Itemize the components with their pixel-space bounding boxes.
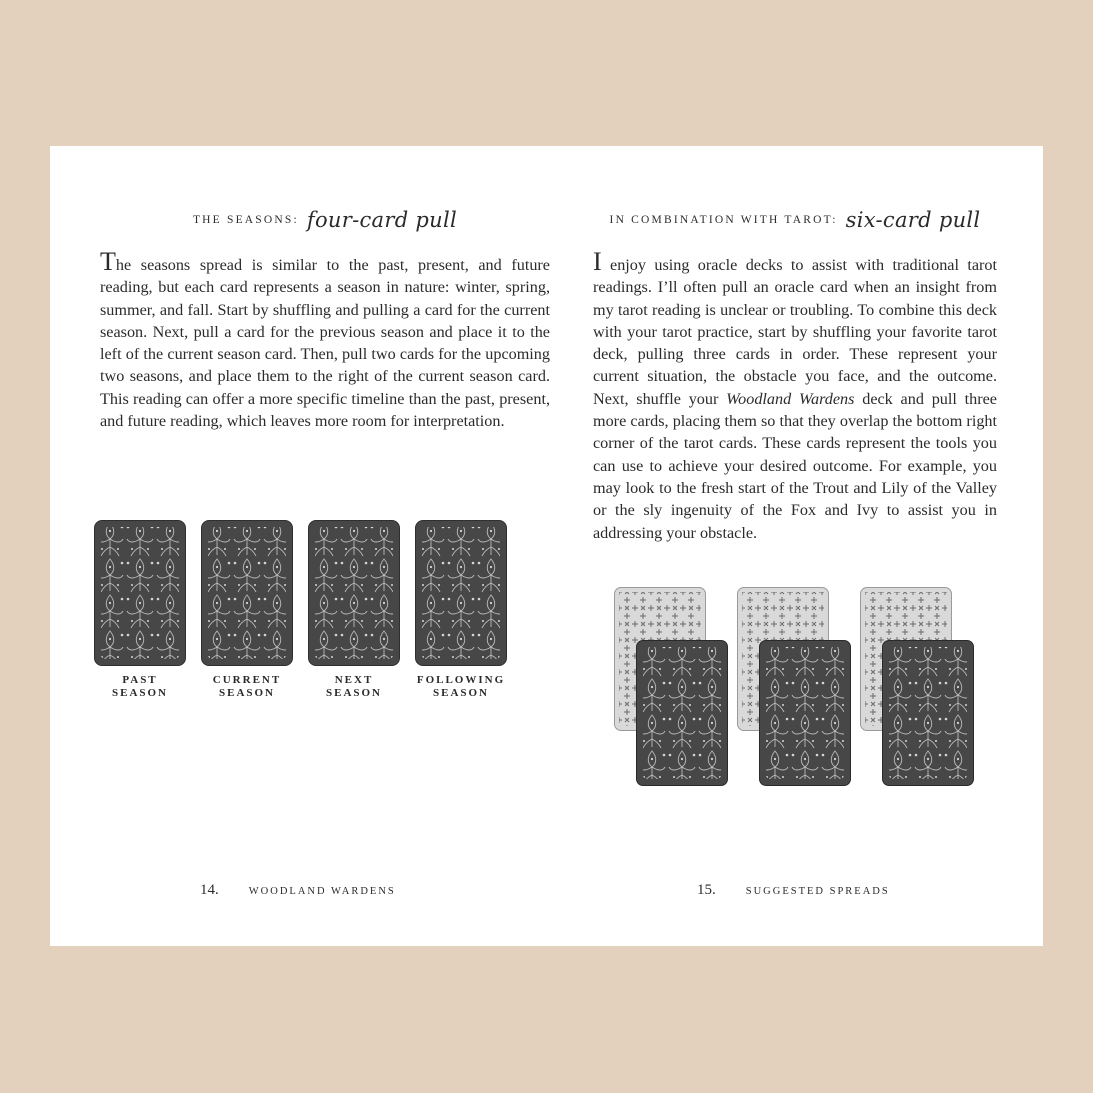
left-heading-script: four-card pull bbox=[306, 208, 458, 232]
card-label-line2: SEASON bbox=[432, 686, 490, 699]
right-page bbox=[593, 146, 997, 946]
oracle-card-back bbox=[636, 640, 728, 786]
card-past-season bbox=[94, 520, 186, 699]
right-body-part1: enjoy using oracle decks to assist with traditional tarot readings. I’ll often pull an oracle card when an insight from my tarot reading is unclear or troubling. To combine this deck with your tarot practice, start by shuffling your favorite tarot deck, pulling three cards in order. These represent your current situation, the obstacle you face, and the outcome. Next, shuffle your bbox=[593, 256, 997, 408]
page-number-left: 14. bbox=[200, 882, 219, 898]
oracle-card-back bbox=[201, 520, 293, 666]
right-heading-caps: IN COMBINATION WITH TAROT: bbox=[609, 214, 838, 226]
six-card-spread bbox=[614, 587, 994, 787]
book-spread bbox=[50, 146, 1043, 946]
left-body-text bbox=[100, 247, 550, 432]
card-label-line2: SEASON bbox=[111, 686, 169, 699]
card-label bbox=[308, 674, 400, 699]
card-label bbox=[201, 674, 293, 699]
card-pair bbox=[737, 587, 849, 787]
card-label bbox=[94, 674, 186, 699]
card-pair bbox=[860, 587, 972, 787]
card-current-season bbox=[201, 520, 293, 699]
card-following-season bbox=[415, 520, 507, 699]
page-number-right: 15. bbox=[697, 882, 716, 898]
card-label-line1: NEXT bbox=[334, 674, 374, 686]
oracle-card-back bbox=[308, 520, 400, 666]
card-next-season bbox=[308, 520, 400, 699]
deck-title: Woodland Wardens bbox=[726, 389, 855, 408]
oracle-card-back bbox=[94, 520, 186, 666]
card-pair bbox=[614, 587, 726, 787]
right-page-heading bbox=[593, 208, 997, 232]
oracle-card-back bbox=[759, 640, 851, 786]
right-drop-cap: I bbox=[593, 247, 602, 276]
left-drop-cap: T bbox=[100, 247, 116, 276]
running-title-right: SUGGESTED SPREADS bbox=[745, 886, 890, 897]
card-label bbox=[415, 674, 507, 699]
left-heading-caps: THE SEASONS: bbox=[192, 214, 299, 226]
running-title-left: WOODLAND WARDENS bbox=[248, 886, 396, 897]
left-page-footer bbox=[200, 881, 396, 899]
card-label-line1: PAST bbox=[122, 674, 158, 686]
card-label-line1: FOLLOWING bbox=[416, 674, 506, 686]
right-body-part2: deck and pull three more cards, placing them so that they overlap the bottom right corner of the tarot cards. These cards represent the tools you can use to achieve your desired outcome. For example, you may look to the fresh start of the Trout and Lily of the Valley or the sly ingenuity of the Fox and Ivy to assist you in addressing your obstacle. bbox=[593, 389, 997, 542]
right-heading-script: six-card pull bbox=[845, 208, 981, 232]
right-body-text bbox=[593, 247, 997, 544]
oracle-card-back bbox=[882, 640, 974, 786]
card-label-line2: SEASON bbox=[218, 686, 276, 699]
left-body-paragraph: he seasons spread is similar to the past, present, and future reading, but each card represents a season in nature: winter, spring, summer, and fall. Start by shuffling and pulling a card for the current season. Next, pull a card for the previous season and place it to the left of the current season card. Then, pull two cards for the upcoming two seasons, and place them to the right of the current season card. This reading can offer a more specific timeline than the past, present, and future reading, which leaves more room for interpretation. bbox=[100, 256, 550, 431]
right-page-footer bbox=[697, 881, 890, 899]
four-card-spread bbox=[94, 520, 504, 700]
left-page-heading bbox=[100, 208, 550, 232]
oracle-card-back bbox=[415, 520, 507, 666]
card-label-line2: SEASON bbox=[325, 686, 383, 699]
card-label-line1: CURRENT bbox=[212, 674, 282, 686]
